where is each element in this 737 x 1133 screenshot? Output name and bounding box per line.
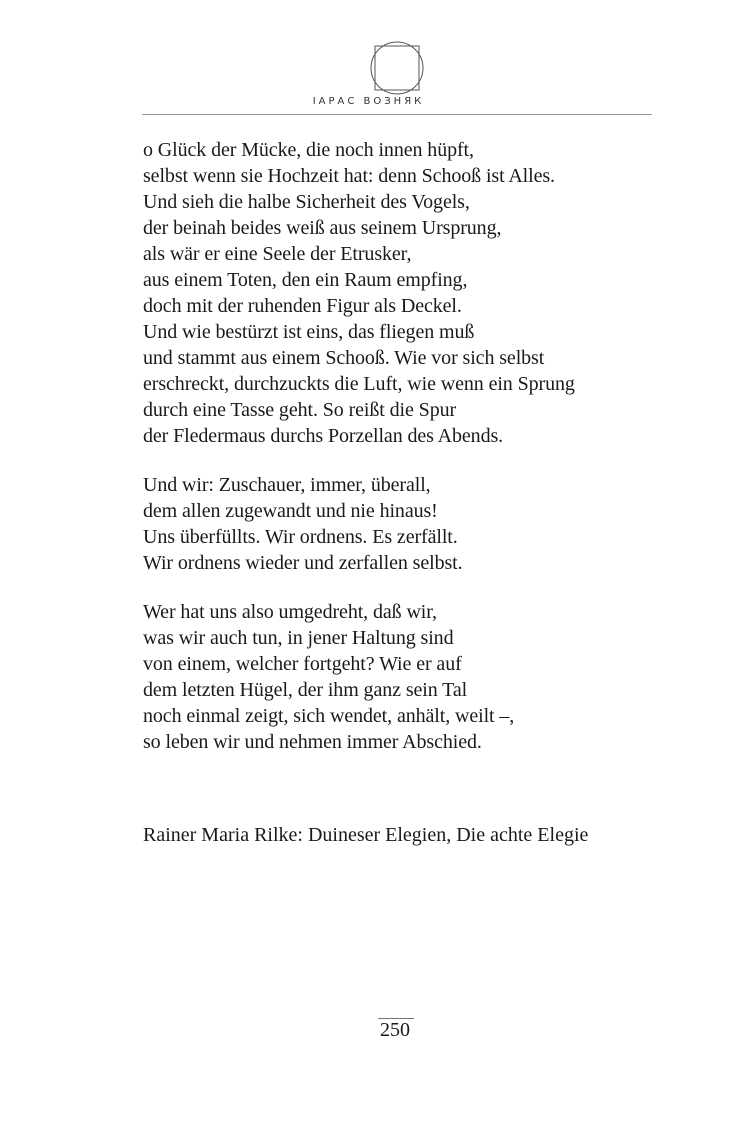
poem-line: Uns überfüllts. Wir ordnens. Es zerfällt. xyxy=(143,526,458,548)
poem-line: dem letzten Hügel, der ihm ganz sein Tal xyxy=(143,679,468,701)
circle-square-emblem-icon xyxy=(367,38,427,98)
poem-line: Und wir: Zuschauer, immer, überall, xyxy=(143,474,431,496)
poem-line: Und sieh die halbe Sicherheit des Vogels, xyxy=(143,191,470,213)
poem-line: was wir auch tun, in jener Haltung sind xyxy=(143,627,454,649)
poem-line: o Glück der Mücke, die noch innen hüpft, xyxy=(143,139,474,161)
poem-line: selbst wenn sie Hochzeit hat: denn Schooß ist Alles. xyxy=(143,165,555,187)
poem-text xyxy=(143,137,673,778)
poem-line: erschreckt, durchzuckts die Luft, wie wenn ein Sprung xyxy=(143,373,575,395)
poem-line: so leben wir und nehmen immer Abschied. xyxy=(143,731,482,753)
poem-line: dem allen zugewandt und nie hinaus! xyxy=(143,500,438,522)
poem-line: noch einmal zeigt, sich wendet, anhält, weilt –, xyxy=(143,705,515,727)
page-number: 250 xyxy=(380,1019,410,1041)
poem-line: der beinah beides weiß aus seinem Ursprung, xyxy=(143,217,502,239)
poem-line: von einem, welcher fortgeht? Wie er auf xyxy=(143,653,462,675)
poem-attribution: Rainer Maria Rilke: Duineser Elegien, Die achte Elegie xyxy=(143,824,589,846)
poem-line: als wär er eine Seele der Etrusker, xyxy=(143,243,412,265)
header-divider xyxy=(142,114,652,115)
poem-line: Und wie bestürzt ist eins, das fliegen muß xyxy=(143,321,475,343)
poem-line: Wir ordnens wieder und zerfallen selbst. xyxy=(143,552,463,574)
poem-line: und stammt aus einem Schooß. Wie vor sich selbst xyxy=(143,347,545,369)
poem-line: der Fledermaus durchs Porzellan des Abends. xyxy=(143,425,504,447)
poem-line: aus einem Toten, den ein Raum empfing, xyxy=(143,269,468,291)
poem-line: doch mit der ruhenden Figur als Deckel. xyxy=(143,295,462,317)
poem-line: durch eine Tasse geht. So reißt die Spur xyxy=(143,399,457,421)
poem-line: Wer hat uns also umgedreht, daß wir, xyxy=(143,601,437,623)
running-header-author: ІАРАС ВОЗНЯК xyxy=(312,96,425,107)
stanza xyxy=(143,137,673,449)
stanza xyxy=(143,599,673,755)
stanza xyxy=(143,472,673,576)
